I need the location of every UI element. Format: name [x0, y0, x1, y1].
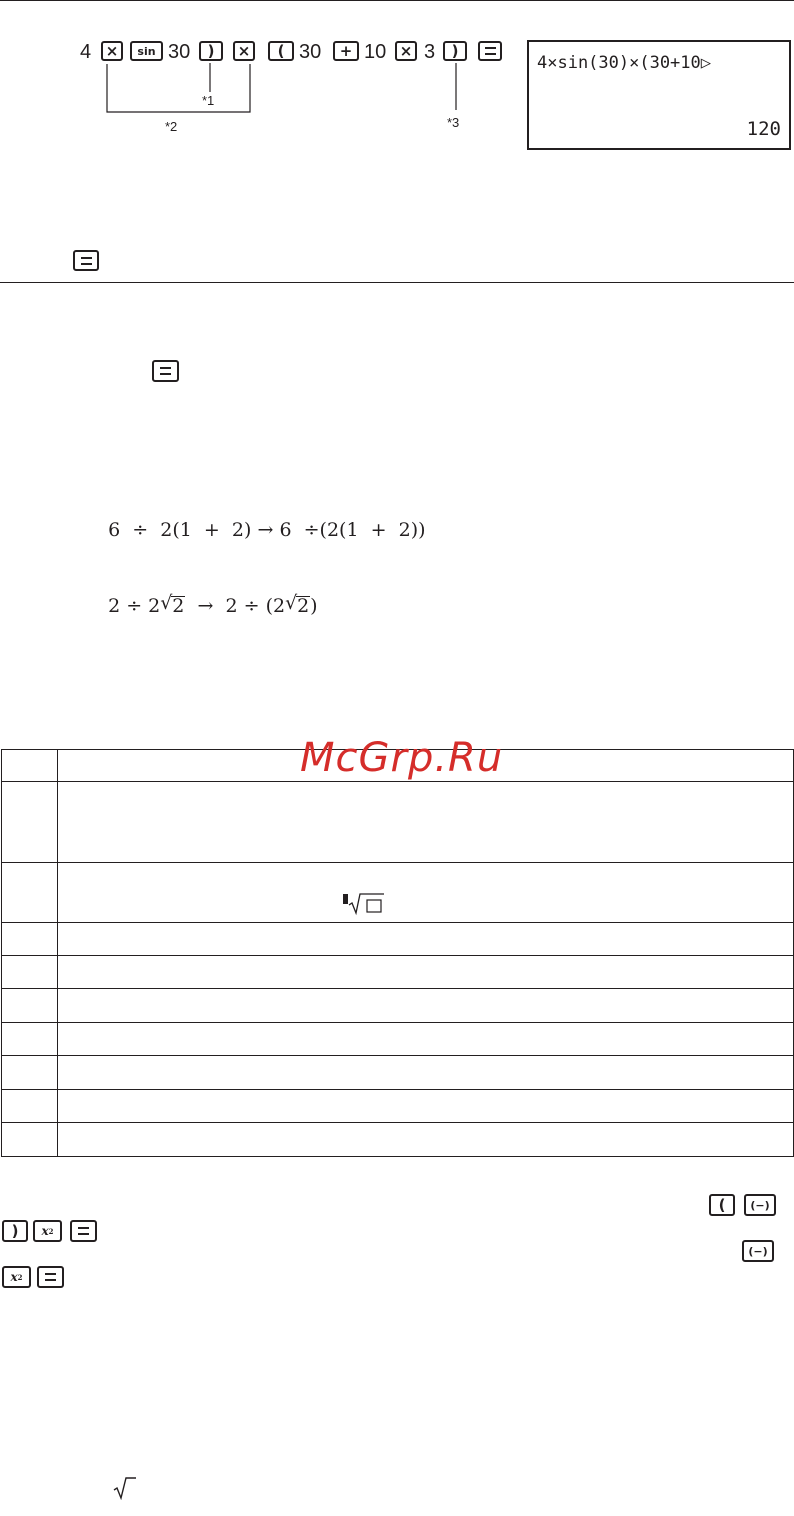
equals-icon: [160, 367, 171, 375]
open-paren-key[interactable]: (: [709, 1194, 735, 1216]
square-root-2: [285, 592, 310, 617]
digit-3: 3: [424, 41, 436, 63]
radical-icon: √: [160, 592, 173, 614]
section-rule: [0, 282, 794, 283]
formula-2-part-c: ): [310, 595, 318, 617]
table-column-border: [57, 749, 58, 1157]
plus-key[interactable]: +: [333, 41, 359, 61]
equals-key[interactable]: [152, 360, 179, 382]
calculator-display: [527, 40, 791, 150]
multiply-key[interactable]: ×: [395, 41, 417, 61]
footnote-marker-3: *3: [447, 115, 460, 130]
table-row-border: [1, 955, 794, 956]
formula-root-division: [96, 577, 318, 617]
square-root-1: [160, 592, 185, 617]
footnote-marker-2: *2: [165, 119, 178, 134]
x-squared-key[interactable]: [33, 1220, 62, 1242]
formula-implicit-multiplication: [96, 502, 426, 540]
root-template-icon: [342, 892, 386, 916]
x-squared-exponent: 2: [17, 1272, 23, 1282]
display-input-line: 4×sin(30)×(30+10▷: [537, 53, 711, 73]
watermark: McGrp.Ru: [300, 735, 504, 781]
table-column-border: [1, 749, 2, 1157]
close-paren-key[interactable]: ): [443, 41, 467, 61]
footnote-marker-1: *1: [202, 93, 215, 108]
sin-key[interactable]: sin: [130, 41, 163, 61]
open-paren-key[interactable]: (: [268, 41, 294, 61]
x-squared-label: x: [10, 1270, 18, 1284]
multiply-key[interactable]: ×: [101, 41, 123, 61]
table-row-border: [1, 781, 794, 782]
negative-key[interactable]: (−): [742, 1240, 774, 1262]
radicand-2: 2: [297, 595, 310, 617]
number-10: 10: [364, 41, 387, 63]
radical-icon: √: [285, 592, 298, 614]
equals-key[interactable]: [73, 250, 99, 271]
table-row-border: [1, 1089, 794, 1090]
formula-2-part-b: 2 ÷ (2: [225, 595, 286, 617]
close-paren-key[interactable]: ): [2, 1220, 28, 1242]
formula-1-left: 6 ÷ 2(1 + 2): [108, 519, 252, 541]
table-row-border: [1, 1022, 794, 1023]
digit-4: 4: [80, 41, 92, 63]
close-paren-key[interactable]: ): [199, 41, 223, 61]
x-squared-exponent: 2: [48, 1226, 54, 1236]
x-squared-key[interactable]: [2, 1266, 31, 1288]
equals-icon: [78, 1227, 89, 1235]
table-row-border: [1, 988, 794, 989]
display-result: 120: [746, 118, 781, 140]
formula-1-right: 6 ÷(2(1 + 2)): [279, 519, 426, 541]
square-root-icon: [112, 1476, 138, 1500]
equals-icon: [45, 1273, 56, 1281]
table-row-border: [1, 1122, 794, 1123]
table-row-border: [1, 922, 794, 923]
arrow-icon: →: [257, 519, 274, 541]
arrow-icon: →: [197, 595, 214, 617]
table-row-border: [1, 1055, 794, 1056]
number-30: 30: [299, 41, 322, 63]
equals-icon: [81, 257, 92, 265]
negative-key[interactable]: (−): [744, 1194, 776, 1216]
radicand-1: 2: [172, 595, 185, 617]
table-row-border: [1, 1156, 794, 1157]
x-squared-label: x: [41, 1224, 49, 1238]
multiply-key[interactable]: ×: [233, 41, 255, 61]
equals-key[interactable]: [70, 1220, 97, 1242]
formula-2-part-a: 2 ÷ 2: [108, 595, 161, 617]
table-row-border: [1, 862, 794, 863]
number-30: 30: [168, 41, 191, 63]
equals-key[interactable]: [37, 1266, 64, 1288]
